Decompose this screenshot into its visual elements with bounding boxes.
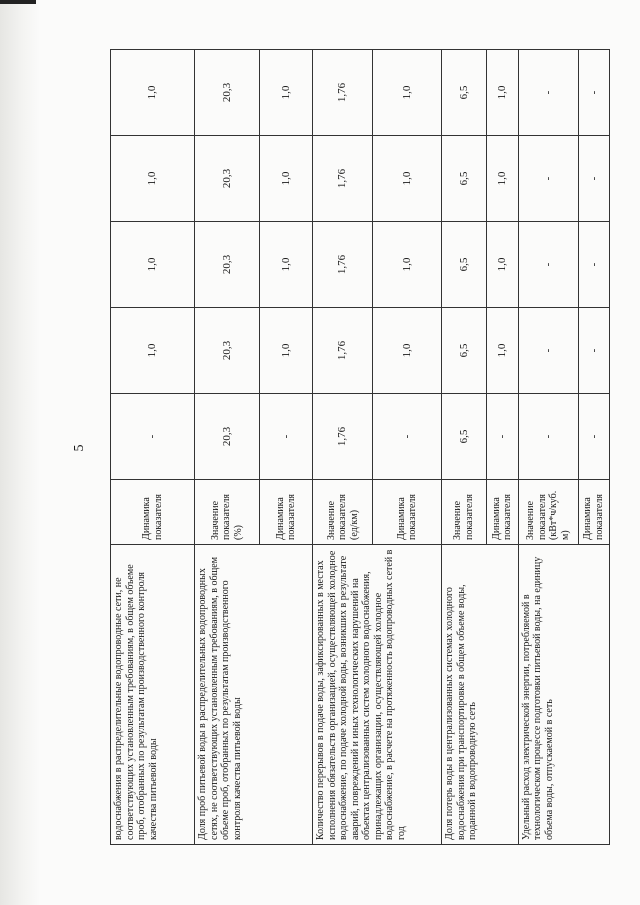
indicator-value: 1,0 — [373, 50, 442, 136]
table-row — [442, 50, 486, 845]
indicator-label: Значение показателя — [442, 480, 486, 545]
indicator-value: 1,0 — [373, 308, 442, 394]
indicator-value: 1,0 — [259, 222, 312, 308]
indicator-value: - — [578, 394, 609, 480]
indicator-value: 1,0 — [486, 136, 518, 222]
indicator-value: 1,0 — [486, 308, 518, 394]
table-row — [111, 50, 195, 845]
indicator-value: 1,0 — [111, 50, 195, 136]
indicator-value: 20,3 — [195, 394, 259, 480]
page-number: 5 — [72, 444, 87, 452]
indicator-value: 1,0 — [486, 50, 518, 136]
indicator-value: 1,0 — [111, 222, 195, 308]
indicator-value: 1,76 — [313, 50, 373, 136]
indicator-value: - — [578, 50, 609, 136]
indicator-value: 20,3 — [195, 308, 259, 394]
indicator-value: - — [518, 394, 578, 480]
indicator-label: Динамика показателя — [486, 480, 518, 545]
indicator-description: Доля проб питьевой воды в распределительных водопроводных сетях, не соответствующих установленным требованиям, в общем объеме проб, отобранных по результатам производственного контроля качества питьевой воды — [195, 545, 313, 845]
indicator-description: водоснабжения в распределительные водопроводные сети, не соответствующих установленным требованиям, в общем объеме проб, отобранных по результатам производственного контроля качества питьевой воды — [111, 545, 195, 845]
indicators-table — [110, 49, 610, 845]
indicator-value: 1,0 — [111, 308, 195, 394]
indicator-value: - — [486, 394, 518, 480]
indicator-value: 1,76 — [313, 308, 373, 394]
indicator-value: 1,0 — [259, 308, 312, 394]
table-row — [518, 50, 578, 845]
indicator-value: 1,0 — [373, 222, 442, 308]
indicator-value: - — [518, 50, 578, 136]
indicator-value: 20,3 — [195, 50, 259, 136]
indicator-value: 1,76 — [313, 136, 373, 222]
indicator-value: 1,76 — [313, 222, 373, 308]
indicator-value: - — [578, 222, 609, 308]
indicator-value: 1,0 — [259, 136, 312, 222]
indicator-value: 1,0 — [373, 136, 442, 222]
indicator-value: - — [518, 308, 578, 394]
indicator-value: - — [518, 136, 578, 222]
indicator-description: Удельный расход электрической энергии, потребляемой в технологическом процессе подготовки питьевой воды, на единицу объема воды, отпускаемой в сеть — [518, 545, 609, 845]
indicator-value: - — [259, 394, 312, 480]
indicator-value: 6,5 — [442, 50, 486, 136]
table-row — [313, 50, 373, 845]
table-body — [111, 50, 610, 845]
indicator-description: Количество перерывов в подаче воды, зафиксированных в местах исполнения обязательств организацией, осуществляющей холодное водоснабжение, по подаче холодной воды, возникших в результате аварий, повреждений и иных технологических нарушений на объектах централизованных систем холодного водоснабжения, принадлежащих организации, осуществляющей холодное водоснабжение, в расчете на протяженность водопроводных сетей в год — [313, 545, 442, 845]
indicator-label: Значение показателя (%) — [195, 480, 259, 545]
indicator-value: 1,76 — [313, 394, 373, 480]
indicator-value: 6,5 — [442, 394, 486, 480]
indicator-value: 20,3 — [195, 222, 259, 308]
indicator-value: 6,5 — [442, 308, 486, 394]
indicator-label: Значение показателя (ед/км) — [313, 480, 373, 545]
indicator-value: - — [111, 394, 195, 480]
indicator-value: 6,5 — [442, 222, 486, 308]
indicator-value: - — [578, 308, 609, 394]
indicator-value: - — [578, 136, 609, 222]
indicator-value: - — [373, 394, 442, 480]
indicator-label: Значение показателя (кВт*ч/куб. м) — [518, 480, 578, 545]
scan-mark-top — [0, 0, 36, 4]
indicator-label: Динамика показателя — [373, 480, 442, 545]
indicator-value: 1,0 — [111, 136, 195, 222]
indicator-value: - — [518, 222, 578, 308]
indicator-label: Динамика показателя — [259, 480, 312, 545]
indicator-description: Доля потерь воды в централизованных системах холодного водоснабжения при транспортировке в общем объеме воды, поданной в водопроводную сеть — [442, 545, 519, 845]
scan-shadow-left — [0, 0, 40, 905]
indicator-label: Динамика показателя — [111, 480, 195, 545]
indicator-value: 6,5 — [442, 136, 486, 222]
indicator-label: Динамика показателя — [578, 480, 609, 545]
indicator-value: 1,0 — [486, 222, 518, 308]
indicator-value: 1,0 — [259, 50, 312, 136]
table-row — [195, 50, 259, 845]
table-wrapper — [110, 50, 610, 845]
indicator-value: 20,3 — [195, 136, 259, 222]
